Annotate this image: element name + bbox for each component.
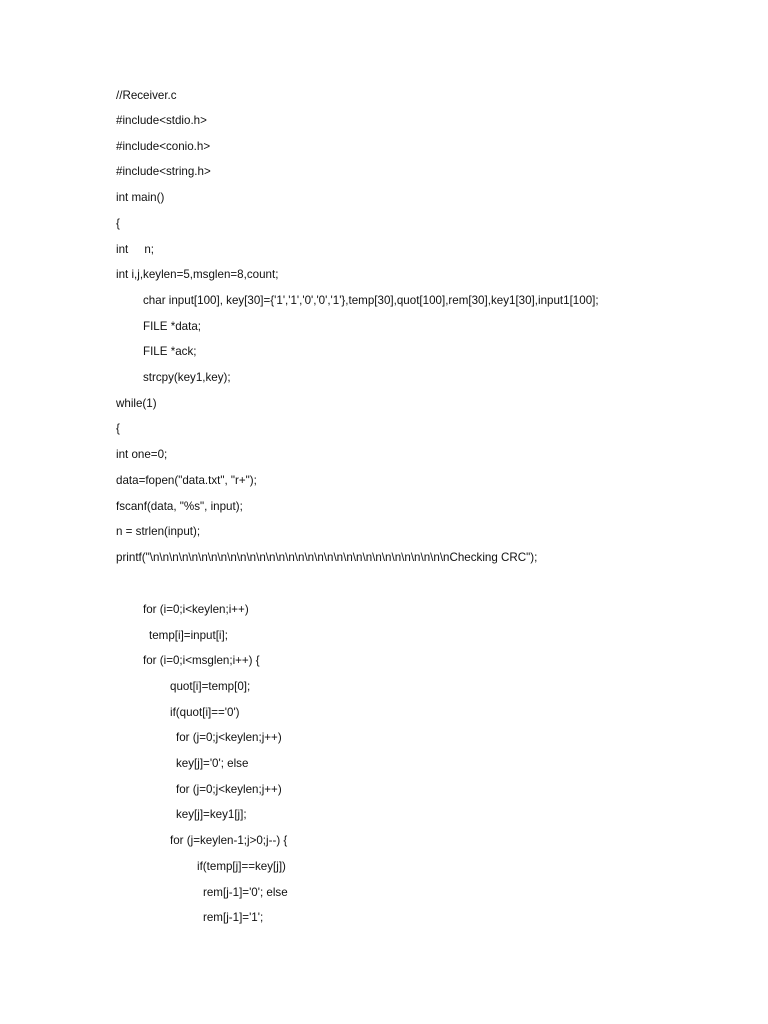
code-line: printf("\n\n\n\n\n\n\n\n\n\n\n\n\n\n\n\n\n\n\n\n\n\n\n\n\n\n\n\n\n\n\nChecking CRC"); (116, 551, 538, 564)
code-line: char input[100], key[30]={'1','1','0','0','1'},temp[30],quot[100],rem[30],key1[30],input1[100]; (143, 294, 599, 307)
code-line: key[j]=key1[j]; (176, 808, 247, 821)
code-line: if(temp[j]==key[j]) (197, 860, 286, 873)
code-line: int one=0; (116, 448, 168, 461)
code-line: fscanf(data, "%s", input); (116, 500, 243, 513)
code-line: FILE *data; (143, 320, 202, 333)
code-line: #include<string.h> (116, 165, 211, 178)
code-line: data=fopen("data.txt", "r+"); (116, 474, 257, 487)
code-line: { (116, 422, 120, 435)
code-line: //Receiver.c (116, 89, 177, 102)
code-line: quot[i]=temp[0]; (170, 680, 251, 693)
code-line: temp[i]=input[i]; (149, 629, 228, 642)
code-line: key[j]='0'; else (176, 757, 249, 770)
code-line: for (j=0;j<keylen;j++) (176, 783, 282, 796)
code-line: for (j=keylen-1;j>0;j--) { (170, 834, 288, 847)
code-line: rem[j-1]='0'; else (203, 886, 288, 899)
code-line: for (i=0;i<msglen;i++) { (143, 654, 260, 667)
code-line: #include<conio.h> (116, 140, 211, 153)
code-line: for (i=0;i<keylen;i++) (143, 603, 249, 616)
code-line: while(1) (116, 397, 157, 410)
code-line: FILE *ack; (143, 345, 197, 358)
code-line: int main() (116, 191, 165, 204)
code-line: int i,j,keylen=5,msglen=8,count; (116, 268, 279, 281)
code-line: { (116, 217, 120, 230)
code-line: if(quot[i]=='0') (170, 706, 240, 719)
code-line: for (j=0;j<keylen;j++) (176, 731, 282, 744)
code-line: n = strlen(input); (116, 525, 201, 538)
code-line: int n; (116, 243, 155, 256)
code-line: rem[j-1]='1'; (203, 911, 264, 924)
code-line: strcpy(key1,key); (143, 371, 231, 384)
code-line: #include<stdio.h> (116, 114, 207, 127)
